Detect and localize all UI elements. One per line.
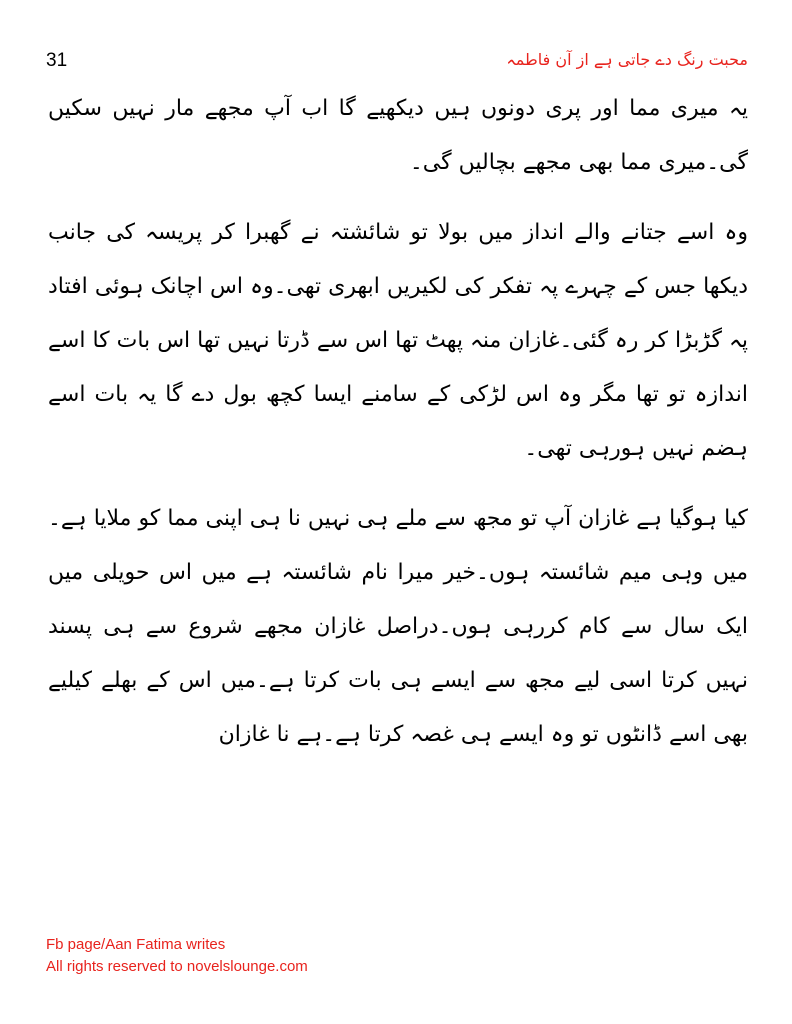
body-text [48,82,748,778]
paragraph-2: وہ اسے جتانے والے انداز میں بولا تو شائشتہ نے گھبرا کر پریسہ کی جانب دیکھا جس کے چہرے پہ تفکر کی لکیریں ابھری تھی۔وہ اس اچانک ہوئی افتاد پہ گڑبڑا کر رہ گئی۔غازان منہ پھٹ تھا اس سے ڈرتا نہیں تھا اس بات کا اسے اندازہ تو تھا مگر وہ اس لڑکی کے سامنے ایسا کچھ بول دے گا یہ بات اسے ہضم نہیں ہورہی تھی۔ [48,220,748,461]
footer-fb-page: Fb page/Aan Fatima writes [46,936,226,953]
page-number: 31 [46,50,68,71]
paragraph-3: کیا ہوگیا ہے غازان آپ تو مجھ سے ملے ہی نہیں نا ہی اپنی مما کو ملایا ہے۔میں وہی میم شائستہ ہوں۔خیر میرا نام شائستہ ہے میں اس حویلی میں ایک سال سے کام کررہی ہوں۔دراصل غازان مجھے شروع سے ہی پسند نہیں کرتا اسی لیے مجھ سے ایسے ہی بات کرتا ہے۔میں اس کے بھلے کیلیے بھی اسے ڈانٹوں تو وہ ایسے ہی غصہ کرتا ہے۔ہے نا غازان [48,506,748,747]
footer-rights: All rights reserved to novelslounge.com [46,958,308,975]
paragraph-1: یہ میری مما اور پری دونوں ہیں دیکھیے گا اب آپ مجھے مار نہیں سکیں گی۔میری مما بھی مجھے بچالیں گی۔ [48,96,748,175]
running-header-title: محبت رنگ دے جاتی ہے از آن فاطمہ [506,50,748,69]
footer [46,934,308,978]
